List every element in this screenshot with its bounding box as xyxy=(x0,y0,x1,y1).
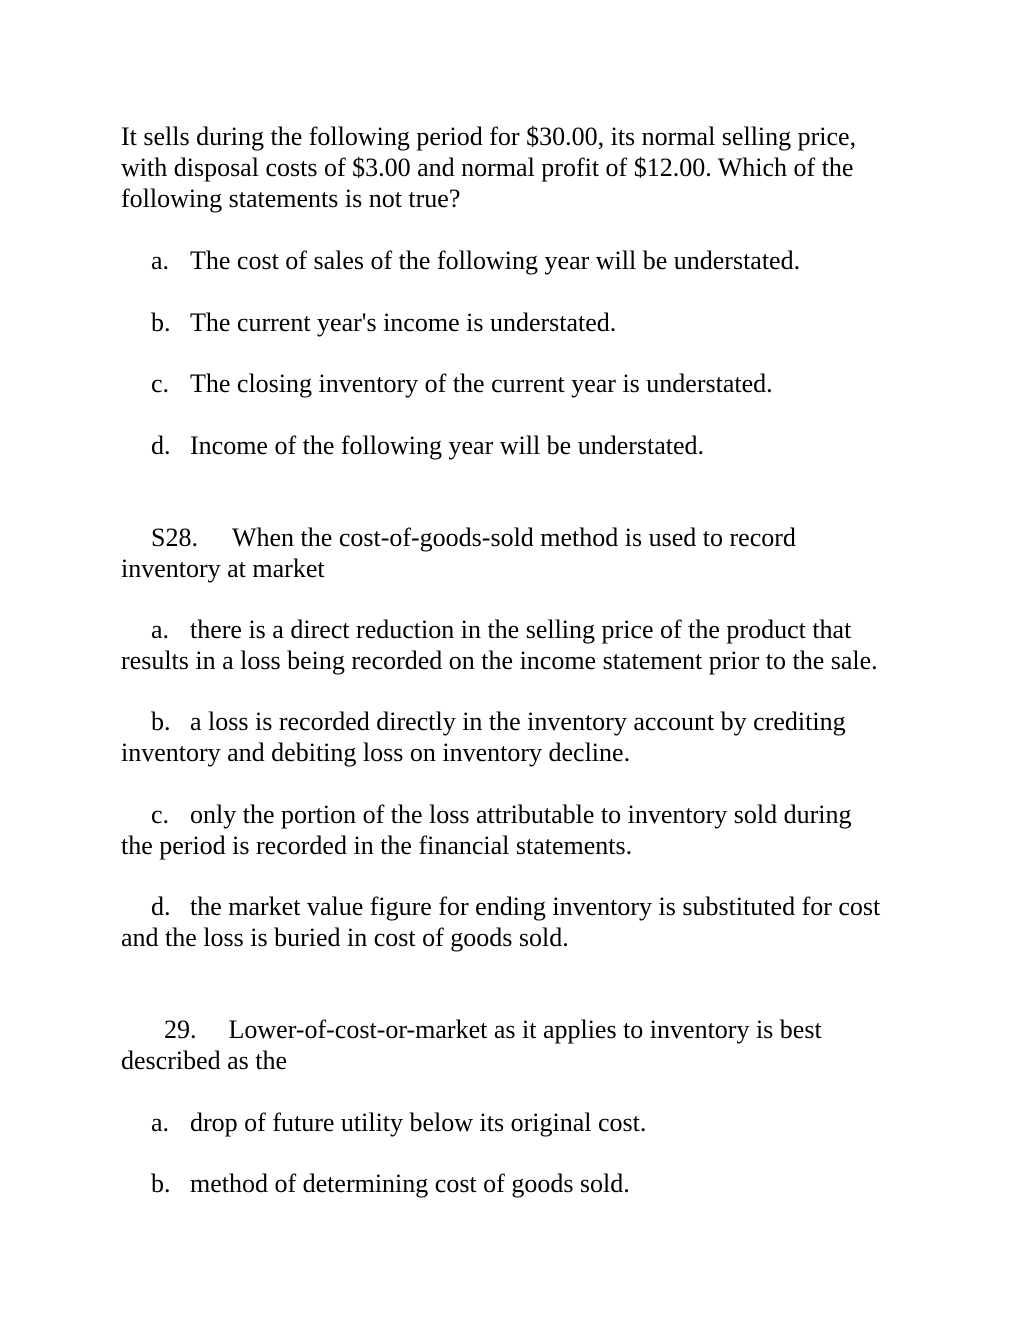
option-text: method of determining cost of goods sold. xyxy=(190,1169,630,1198)
option-letter: b. xyxy=(151,707,171,736)
question-27-stem-line: It sells during the following period for $30.00, its normal selling price, xyxy=(121,122,857,151)
option-text-continued: and the loss is buried in cost of goods sold. xyxy=(121,923,569,952)
question-27-stem xyxy=(121,121,921,214)
option-text: The cost of sales of the following year will be understated. xyxy=(190,246,801,275)
option-letter: d. xyxy=(151,431,171,460)
question-28-stem-line xyxy=(121,522,921,553)
option-first-line xyxy=(121,614,921,645)
option-first-line xyxy=(121,706,921,737)
question-29-stem-first: Lower-of-cost-or-market as it applies to inventory is best xyxy=(228,1015,822,1044)
question-28-option-b xyxy=(121,706,921,768)
question-28-option-d xyxy=(121,891,921,953)
question-29-option-b xyxy=(151,1168,630,1199)
question-28-stem xyxy=(121,522,921,584)
option-letter: b. xyxy=(151,1169,171,1198)
option-letter: a. xyxy=(151,246,170,275)
question-27-stem-line: with disposal costs of $3.00 and normal profit of $12.00. Which of the xyxy=(121,153,854,182)
question-27-option-a xyxy=(151,245,800,276)
option-letter: d. xyxy=(151,892,171,921)
option-text: the market value figure for ending inventory is substituted for cost xyxy=(190,892,881,921)
question-number: S28. xyxy=(151,523,198,552)
option-text: The current year's income is understated. xyxy=(190,308,617,337)
question-29-stem-line: described as the xyxy=(121,1046,288,1075)
option-first-line xyxy=(121,891,921,922)
option-text: drop of future utility below its original cost. xyxy=(190,1108,647,1137)
question-number: 29. xyxy=(164,1015,197,1044)
option-text-continued: results in a loss being recorded on the income statement prior to the sale. xyxy=(121,646,878,675)
question-29-option-a xyxy=(151,1107,646,1138)
option-letter: a. xyxy=(151,615,170,644)
option-text-continued: the period is recorded in the financial statements. xyxy=(121,831,633,860)
question-27-option-b xyxy=(151,307,616,338)
option-text: only the portion of the loss attributable to inventory sold during xyxy=(190,800,852,829)
option-text: a loss is recorded directly in the inventory account by crediting xyxy=(190,707,846,736)
question-28-option-a xyxy=(121,614,921,676)
question-29-stem-line xyxy=(121,1014,921,1045)
option-letter: c. xyxy=(151,800,170,829)
option-first-line xyxy=(121,799,921,830)
question-29-stem xyxy=(121,1014,921,1076)
option-text: there is a direct reduction in the selling price of the product that xyxy=(190,615,852,644)
question-28-stem-line: inventory at market xyxy=(121,554,325,583)
question-27-option-d xyxy=(151,430,704,461)
question-27-stem-line: following statements is not true? xyxy=(121,184,461,213)
option-letter: c. xyxy=(151,369,170,398)
question-28-stem-first: When the cost-of-goods-sold method is used to record xyxy=(231,523,796,552)
option-letter: b. xyxy=(151,308,171,337)
option-text-continued: inventory and debiting loss on inventory decline. xyxy=(121,738,631,767)
option-letter: a. xyxy=(151,1108,170,1137)
question-28-option-c xyxy=(121,799,921,861)
question-27-option-c xyxy=(151,368,773,399)
option-text: Income of the following year will be understated. xyxy=(190,431,705,460)
option-text: The closing inventory of the current year is understated. xyxy=(190,369,773,398)
